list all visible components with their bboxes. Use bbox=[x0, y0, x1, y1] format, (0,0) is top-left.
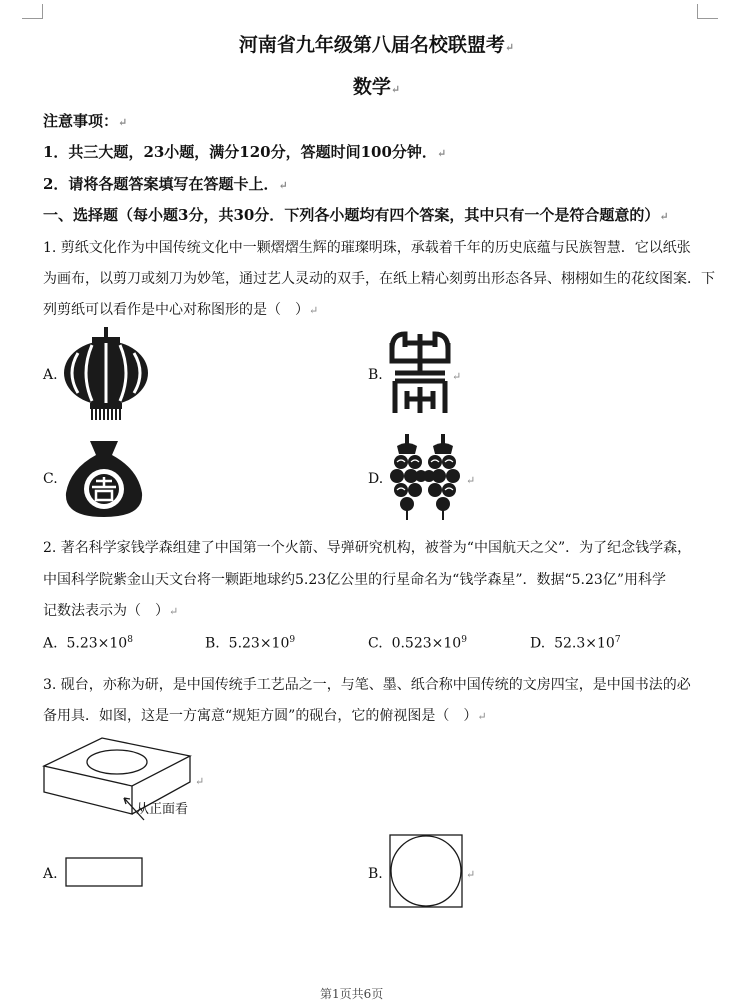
q1-b-para-mark: ↵ bbox=[452, 370, 462, 383]
q1-option-a-label: A. bbox=[43, 367, 58, 383]
geometric-papercut-image bbox=[387, 329, 453, 417]
q2-line-2: 中国科学院紫金山天文台将一颗距地球约5.23亿公里的行星命名为“钱学森星”．数据“5.23亿”用科学 bbox=[43, 572, 666, 588]
section-1-heading: 一、选择题（每小题3分，共30分．下列各小题均有四个答案，其中只有一个是符合题意的）↵ bbox=[43, 206, 669, 224]
subject-title: 数学↵ bbox=[352, 76, 401, 98]
front-view-label: 从正面看 bbox=[136, 802, 189, 817]
q3-figure-para-mark: ↵ bbox=[195, 775, 205, 788]
q2-line-3: 记数法表示为（ ）↵ bbox=[43, 603, 179, 619]
q1-line-1: 1. 剪纸文化作为中国传统文化中一颗熠熠生辉的璀璨明珠，承载着千年的历史底蕴与民族智慧．它以纸张 bbox=[43, 240, 691, 256]
document-title: 河南省九年级第八届名校联盟考↵ bbox=[238, 34, 515, 56]
q2-option-c: C. $0.523\times 10^9$ bbox=[368, 635, 467, 652]
rectangle-view-image bbox=[65, 857, 145, 889]
q1-option-d-label: D. bbox=[368, 471, 384, 487]
q1-option-b-label: B. bbox=[368, 367, 383, 383]
q3-line-1: 3. 砚台，亦称为研，是中国传统手工艺品之一，与笔、墨、纸合称中国传统的文房四宝，是中国书法的必 bbox=[43, 677, 691, 693]
q1-line-2: 为画布，以剪刀或刻刀为妙笔，通过艺人灵动的双手，在纸上精心刻剪出形态各异、栩栩如生的花纹图案．下 bbox=[43, 271, 715, 287]
grapes-papercut-image bbox=[387, 432, 463, 522]
q3-b-para-mark: ↵ bbox=[466, 868, 476, 881]
q1-line-3: 列剪纸可以看作是中心对称图形的是（ ）↵ bbox=[43, 302, 319, 318]
q2-option-b: B. $5.23\times 10^9$ bbox=[205, 635, 296, 652]
q3-option-a-label: A. bbox=[43, 866, 58, 882]
q1-option-c-label: C. bbox=[43, 471, 58, 487]
lantern-papercut-image bbox=[62, 327, 150, 422]
q3-option-b-label: B. bbox=[368, 866, 383, 882]
q2-line-1: 2. 著名科学家钱学森组建了中国第一个火箭、导弹研究机构，被誉为“中国航天之父”．为了纪念钱学森， bbox=[43, 540, 692, 556]
notes-item-1: 1．共三大题，23小题，满分120分，答题时间100分钟．↵ bbox=[43, 143, 447, 161]
square-circle-view-image bbox=[389, 834, 465, 910]
corner-mark-top-left bbox=[22, 4, 43, 19]
corner-mark-top-right bbox=[697, 4, 718, 19]
q2-option-d: D. $52.3\times 10^7$ bbox=[530, 635, 621, 652]
money-bag-papercut-image bbox=[62, 437, 146, 519]
notes-item-2: 2．请将各题答案填写在答题卡上．↵ bbox=[43, 175, 288, 193]
q3-line-2: 备用具．如图，这是一方寓意“规矩方圆”的砚台，它的俯视图是（ ）↵ bbox=[43, 708, 487, 724]
q1-d-para-mark: ↵ bbox=[466, 474, 476, 487]
q2-option-a: A. $5.23\times 10^8$ bbox=[43, 635, 133, 652]
notes-heading: 注意事项：↵ bbox=[43, 112, 128, 130]
page-footer: 第1页共6页 bbox=[320, 987, 384, 1001]
